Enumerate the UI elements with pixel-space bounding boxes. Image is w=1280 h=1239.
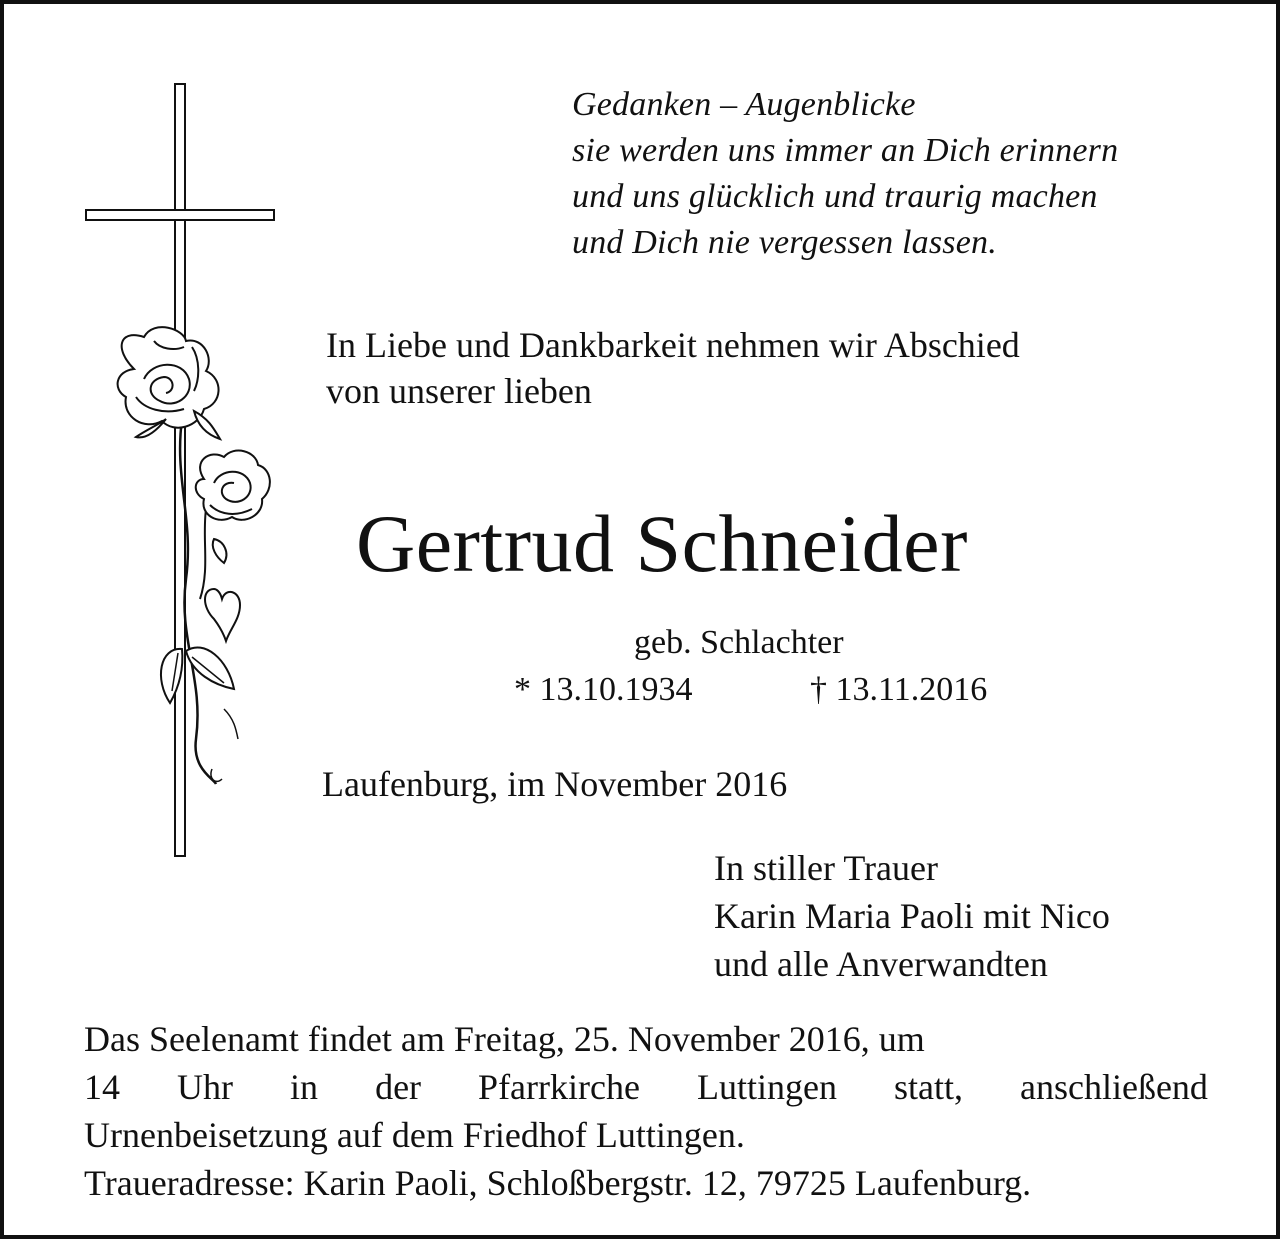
poem-line: Gedanken – Augenblicke [572, 86, 916, 123]
service-info [84, 1015, 1208, 1207]
poem-line: und uns glücklich und traurig machen [572, 178, 1098, 215]
mourners [714, 844, 1110, 988]
mourning-address: Traueradresse: Karin Paoli, Schloßbergstr. 12, 79725 Laufenburg. [84, 1163, 1032, 1203]
maiden-name: geb. Schlachter [634, 624, 844, 661]
service-line: Das Seelenamt findet am Freitag, 25. November 2016, um [84, 1019, 925, 1059]
intro-text [326, 322, 1020, 414]
service-line: Urnenbeisetzung auf dem Friedhof Luttingen. [84, 1115, 745, 1155]
place-date: Laufenburg, im November 2016 [322, 764, 788, 804]
cross-with-roses-icon [74, 79, 294, 859]
service-word: in [290, 1067, 319, 1107]
intro-line: In Liebe und Dankbarkeit nehmen wir Abschied [326, 325, 1020, 365]
service-word: Pfarrkirche [478, 1067, 640, 1107]
service-word: anschließend [1020, 1067, 1208, 1107]
poem-line: und Dich nie vergessen lassen. [572, 224, 997, 261]
service-word: Uhr [177, 1067, 234, 1107]
service-line-justified [84, 1063, 1208, 1111]
rose-upper [118, 327, 220, 439]
deceased-name: Gertrud Schneider [356, 498, 968, 589]
rose-lower [196, 451, 270, 563]
mourners-line: In stiller Trauer [714, 848, 938, 888]
service-word: der [375, 1067, 422, 1107]
mourners-line: und alle Anverwandten [714, 944, 1048, 984]
poem-line: sie werden uns immer an Dich erinnern [572, 132, 1119, 169]
mourners-line: Karin Maria Paoli mit Nico [714, 896, 1110, 936]
service-word: Luttingen [696, 1067, 837, 1107]
birth-date: * 13.10.1934 [514, 671, 693, 708]
service-word: 14 [84, 1067, 120, 1107]
service-word: statt, [893, 1067, 963, 1107]
death-date: † 13.11.2016 [810, 671, 988, 708]
poem [572, 82, 1118, 266]
intro-line: von unserer lieben [326, 371, 592, 411]
